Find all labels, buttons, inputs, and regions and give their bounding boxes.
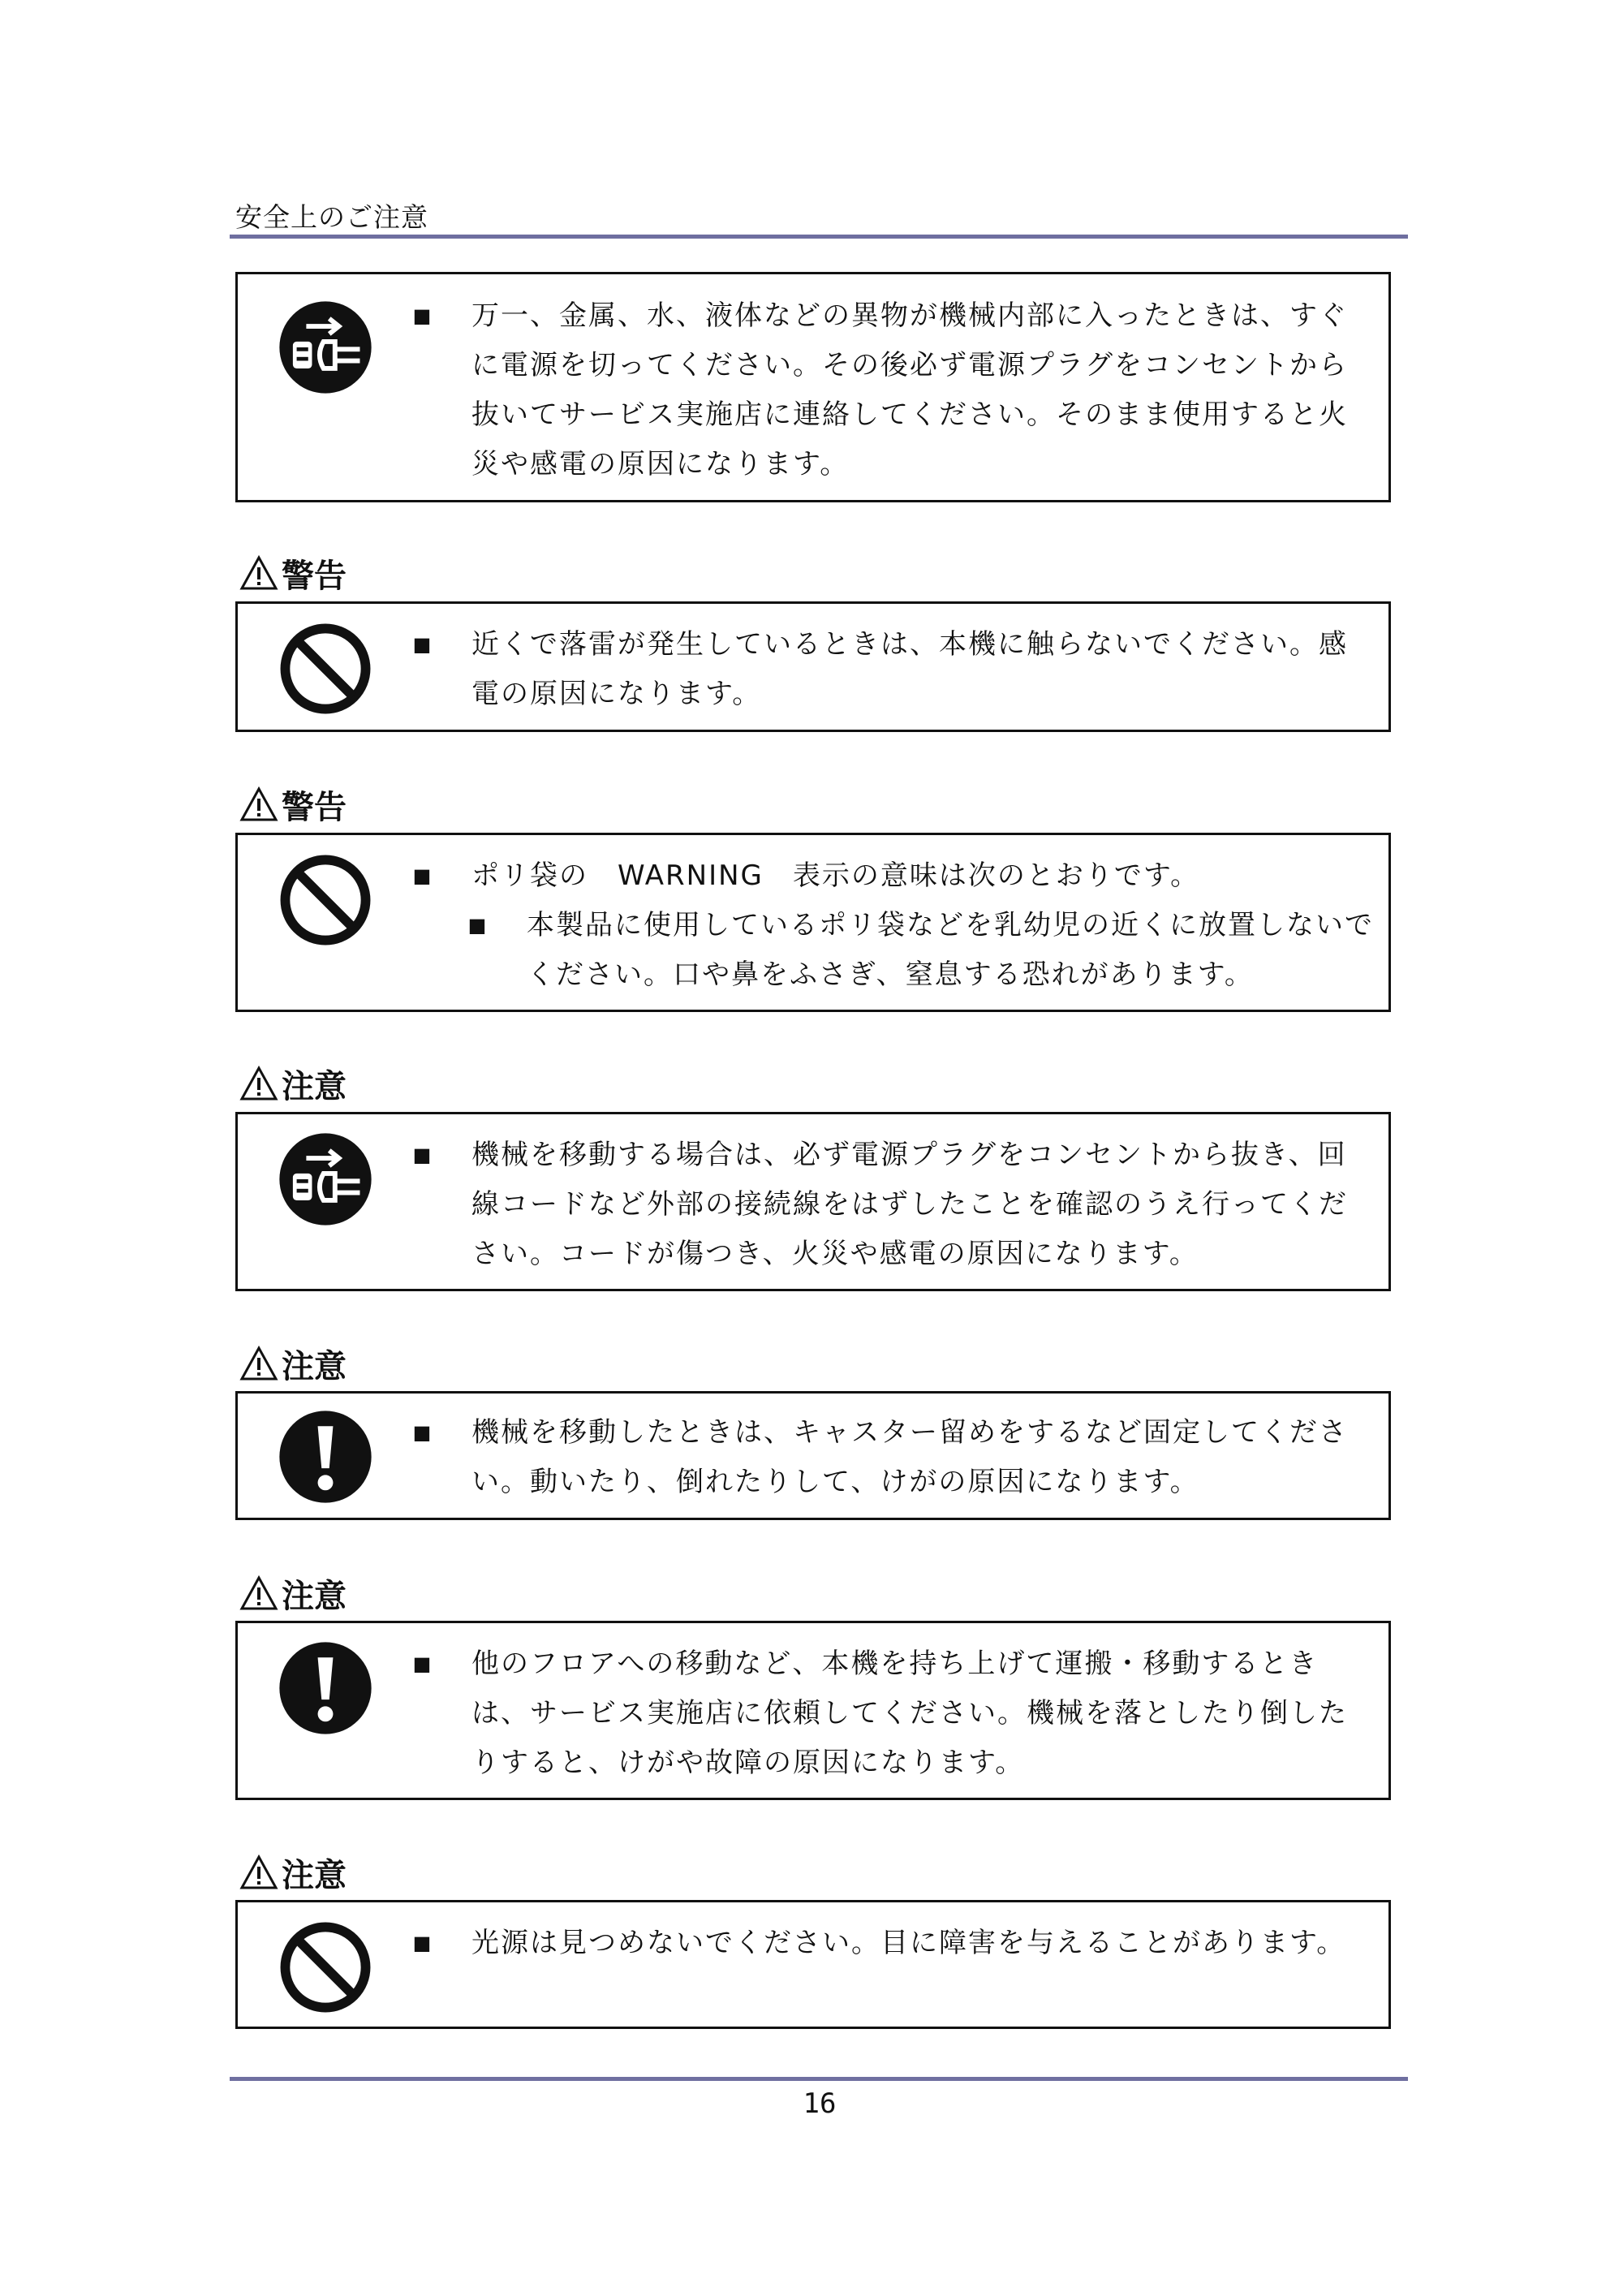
notice-sub-item: [407, 901, 1375, 1000]
bullet-icon: ■: [412, 1652, 433, 1675]
notice-box-casters: [235, 1391, 1391, 1520]
notice-box-light-source: [235, 1900, 1391, 2029]
notice-box-lightning: [235, 601, 1391, 732]
bullet-icon: ■: [467, 914, 489, 937]
notice-item: [407, 1131, 1375, 1279]
section-label-caution: [239, 1341, 347, 1386]
notice-box-foreign-objects: [235, 272, 1391, 502]
prohibition-icon: [277, 1919, 374, 2016]
section-label-text: 警告: [282, 557, 347, 595]
page-header-title: 安全上のご注意: [235, 201, 428, 233]
notice-text: 近くで落雷が発生しているときは、本機に触らないでください。感電の原因になります。: [471, 628, 1348, 710]
bullet-icon: ■: [412, 633, 433, 656]
notice-text: 本製品に使用しているポリ袋などを乳幼児の近くに放置しないでください。口や鼻をふさぎ、窒息する恐れがあります。: [527, 909, 1374, 991]
prohibition-icon: [277, 620, 374, 717]
warning-triangle-icon: [239, 1854, 278, 1890]
section-label-caution: [239, 1570, 347, 1616]
notice-box-moving-unplug: [235, 1112, 1391, 1291]
notice-item: [407, 1919, 1375, 1968]
notice-text: 機械を移動したときは、キャスター留めをするなど固定してください。動いたり、倒れたりして、けがの原因になります。: [471, 1416, 1348, 1498]
warning-triangle-icon: [239, 1575, 278, 1611]
notice-item: [407, 851, 1375, 901]
section-label-text: 注意: [282, 1067, 347, 1105]
warning-triangle-icon: [239, 786, 278, 822]
mandatory-icon: [277, 1408, 374, 1506]
bullet-icon: ■: [412, 1932, 433, 1954]
notice-text: ポリ袋の WARNING 表示の意味は次のとおりです。: [471, 859, 1200, 892]
unplug-icon: [277, 1131, 374, 1228]
notice-box-transport: [235, 1621, 1391, 1800]
section-label-caution: [239, 1850, 347, 1895]
warning-triangle-icon: [239, 1066, 278, 1101]
notice-item: [407, 291, 1375, 489]
warning-triangle-icon: [239, 1346, 278, 1381]
notice-item: [407, 1639, 1375, 1788]
notice-text: 光源は見つめないでください。目に障害を与えることがあります。: [471, 1927, 1346, 1959]
notice-item: [407, 1408, 1375, 1507]
mandatory-icon: [277, 1639, 374, 1737]
section-label-caution: [239, 1061, 347, 1106]
bullet-icon: ■: [412, 864, 433, 887]
section-label-warning: [239, 550, 347, 596]
footer-rule: [230, 2077, 1408, 2081]
prohibition-icon: [277, 851, 374, 949]
notice-text: 機械を移動する場合は、必ず電源プラグをコンセントから抜き、回線コードなど外部の接続線をはずしたことを確認のうえ行ってください。コードが傷つき、火災や感電の原因になります。: [471, 1139, 1348, 1270]
notice-item: [407, 620, 1375, 719]
section-label-text: 注意: [282, 1577, 347, 1615]
bullet-icon: ■: [412, 1144, 433, 1166]
bullet-icon: ■: [412, 1421, 433, 1444]
header-rule: [230, 235, 1408, 239]
page-number: 16: [803, 2087, 837, 2120]
unplug-icon: [277, 299, 374, 396]
notice-text: 他のフロアへの移動など、本機を持ち上げて運搬・移動するときは、サービス実施店に依頼してください。機械を落としたり倒したりすると、けがや故障の原因になります。: [471, 1648, 1348, 1779]
section-label-warning: [239, 782, 347, 827]
bullet-icon: ■: [412, 304, 433, 327]
warning-triangle-icon: [239, 555, 278, 591]
section-label-text: 注意: [282, 1856, 347, 1894]
section-label-text: 注意: [282, 1347, 347, 1385]
notice-box-plastic-bag: [235, 833, 1391, 1012]
notice-text: 万一、金属、水、液体などの異物が機械内部に入ったときは、すぐに電源を切ってください。その後必ず電源プラグをコンセントから抜いてサービス実施店に連絡してください。そのまま使用すると火災や感電の原因になります。: [471, 299, 1348, 480]
section-label-text: 警告: [282, 788, 347, 826]
